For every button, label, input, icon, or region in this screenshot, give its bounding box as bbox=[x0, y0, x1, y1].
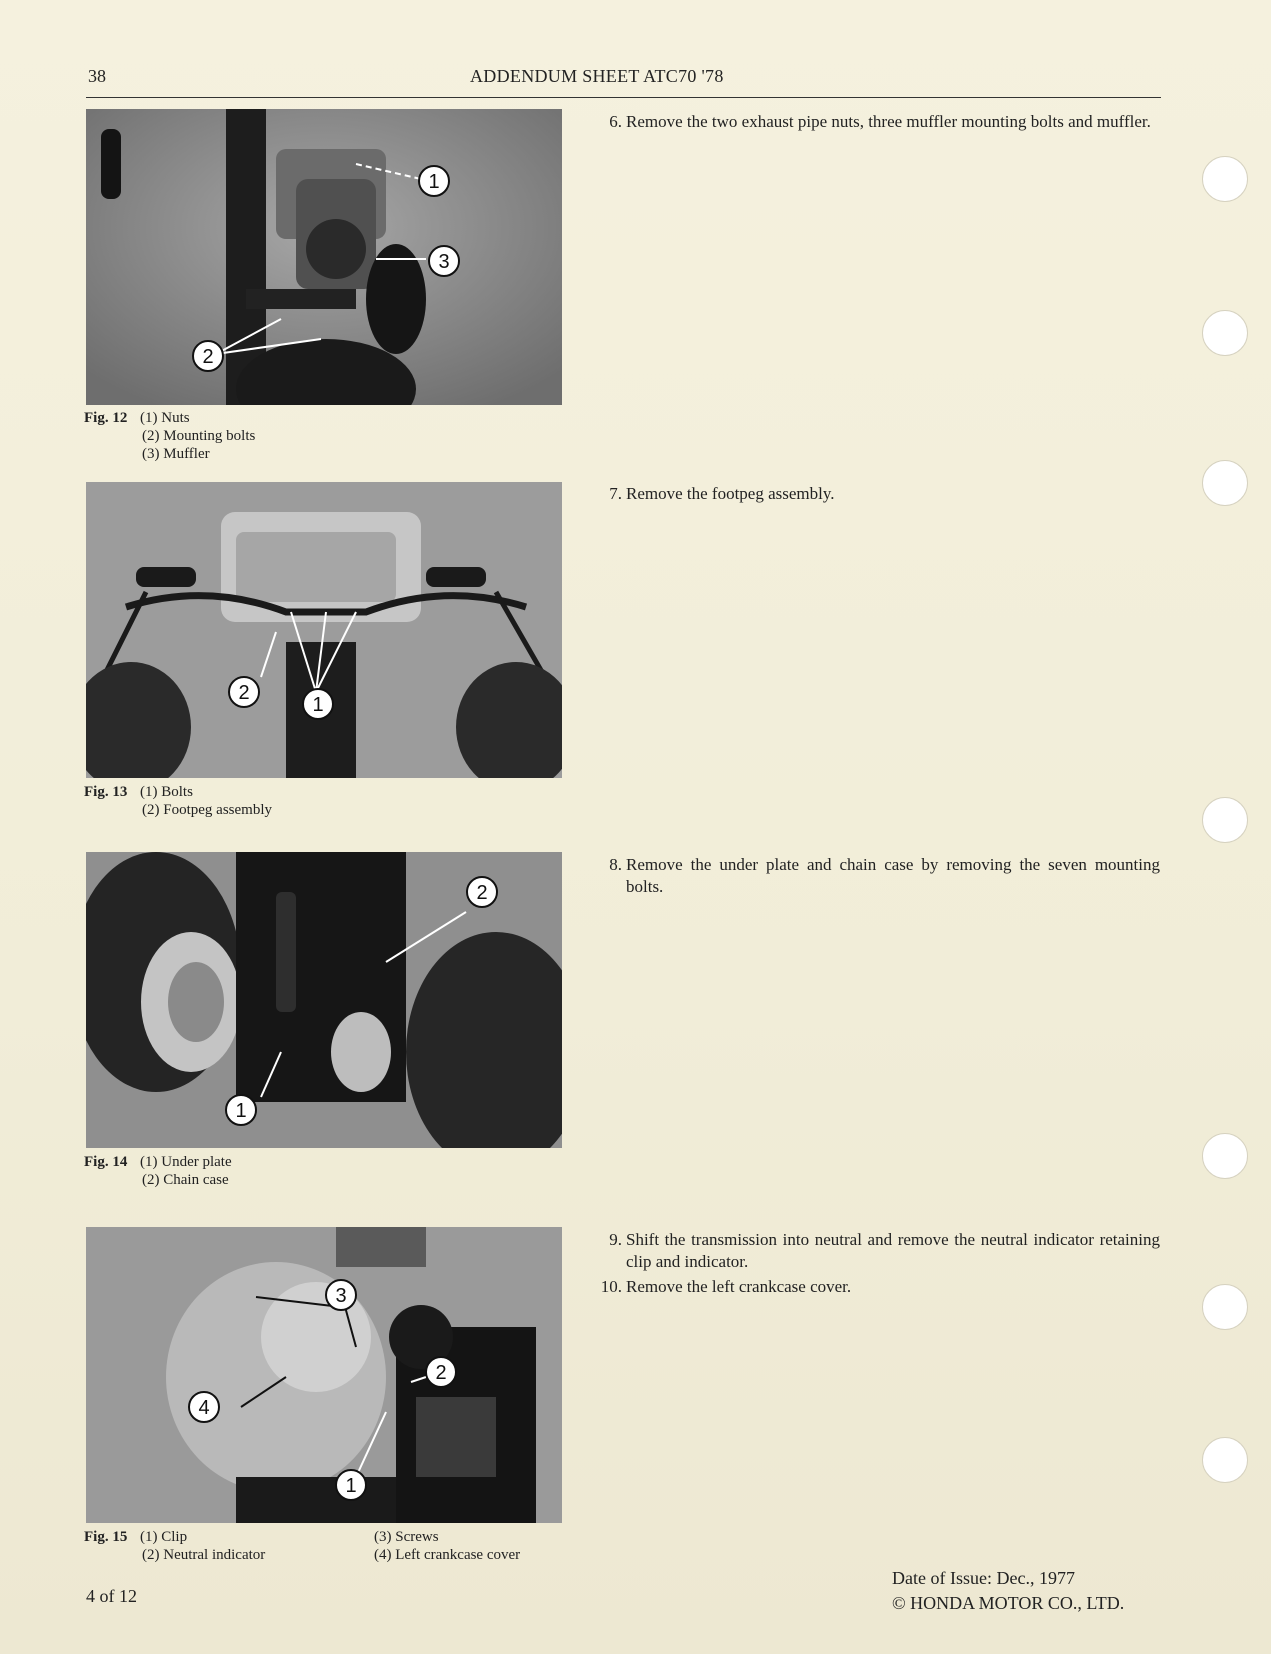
fig-15-callout-2 bbox=[426, 1357, 456, 1387]
fig-14-callout-1 bbox=[226, 1095, 256, 1125]
fig-12-callout-3 bbox=[429, 246, 459, 276]
fig-15-caption: Fig. 15 (1) Clip (2) Neutral indicator bbox=[84, 1529, 266, 1563]
fig-12-photo bbox=[86, 109, 562, 405]
svg-text:3: 3 bbox=[335, 1285, 347, 1307]
punch-hole bbox=[1202, 310, 1248, 356]
issue-info bbox=[892, 1566, 1124, 1616]
fig-label: Fig. 13 bbox=[84, 784, 128, 800]
step-text: Remove the left crankcase cover. bbox=[626, 1277, 852, 1296]
page-title: ADDENDUM SHEET ATC70 '78 bbox=[470, 66, 724, 86]
step-number: 7. bbox=[609, 484, 622, 503]
svg-text:1: 1 bbox=[312, 694, 324, 716]
fig-14-caption: Fig. 14 (1) Under plate (2) Chain case bbox=[84, 1154, 232, 1188]
step-number: 8. bbox=[609, 855, 622, 874]
punch-hole bbox=[1202, 797, 1248, 843]
svg-text:4: 4 bbox=[198, 1397, 210, 1419]
step-number: 9. bbox=[609, 1230, 622, 1249]
fig-13-caption: Fig. 13 (1) Bolts (2) Footpeg assembly bbox=[84, 784, 272, 818]
punch-hole bbox=[1202, 156, 1248, 202]
issue-date: Date of Issue: Dec., 1977 bbox=[892, 1568, 1075, 1588]
fig-14-photo bbox=[86, 852, 562, 1148]
fig-label: Fig. 12 bbox=[84, 410, 128, 426]
punch-hole bbox=[1202, 1284, 1248, 1330]
step-text: Shift the transmission into neutral and remove the neutral indicator retaining clip and indicator. bbox=[626, 1230, 1160, 1271]
step-number: 10. bbox=[600, 1277, 622, 1296]
punch-hole bbox=[1202, 1437, 1248, 1483]
svg-text:2: 2 bbox=[238, 682, 250, 704]
sheet-count: 4 of 12 bbox=[86, 1586, 137, 1606]
step-9 bbox=[609, 1229, 1160, 1273]
step-6 bbox=[609, 111, 1160, 133]
svg-text:2: 2 bbox=[476, 882, 488, 904]
svg-text:2: 2 bbox=[435, 1362, 447, 1384]
header-divider bbox=[86, 97, 1161, 98]
step-10 bbox=[600, 1276, 1160, 1298]
step-text: Remove the footpeg assembly. bbox=[626, 484, 835, 503]
step-number: 6. bbox=[609, 112, 622, 131]
punch-hole bbox=[1202, 460, 1248, 506]
fig-13-photo bbox=[86, 482, 562, 778]
svg-text:3: 3 bbox=[438, 251, 450, 273]
fig-12-callout-2 bbox=[193, 341, 223, 371]
step-8 bbox=[609, 854, 1160, 898]
svg-text:1: 1 bbox=[428, 171, 440, 193]
fig-15-caption-col2: (3) Screws (4) Left crankcase cover bbox=[374, 1529, 521, 1563]
fig-label: Fig. 14 bbox=[84, 1154, 128, 1170]
fig-13-callout-2 bbox=[229, 677, 259, 707]
svg-text:2: 2 bbox=[202, 346, 214, 368]
fig-15-callout-4 bbox=[189, 1392, 219, 1422]
fig-12-callout-1 bbox=[419, 166, 449, 196]
fig-15-callout-1 bbox=[336, 1470, 366, 1500]
svg-text:1: 1 bbox=[235, 1100, 247, 1122]
step-7 bbox=[609, 483, 1160, 505]
step-text: Remove the two exhaust pipe nuts, three muffler mounting bolts and muffler. bbox=[626, 112, 1151, 131]
page-number: 38 bbox=[88, 66, 106, 86]
fig-label: Fig. 15 bbox=[84, 1529, 128, 1545]
svg-text:1: 1 bbox=[345, 1475, 357, 1497]
copyright: © HONDA MOTOR CO., LTD. bbox=[892, 1593, 1125, 1613]
fig-15-callout-3 bbox=[326, 1280, 356, 1310]
step-text: Remove the under plate and chain case by removing the seven mounting bolts. bbox=[626, 855, 1160, 896]
fig-13-callout-1 bbox=[303, 689, 333, 719]
punch-hole bbox=[1202, 1133, 1248, 1179]
fig-15-photo bbox=[86, 1227, 562, 1523]
fig-12-caption: Fig. 12 (1) Nuts (2) Mounting bolts (3) Muffler bbox=[84, 410, 256, 462]
fig-14-callout-2 bbox=[467, 877, 497, 907]
